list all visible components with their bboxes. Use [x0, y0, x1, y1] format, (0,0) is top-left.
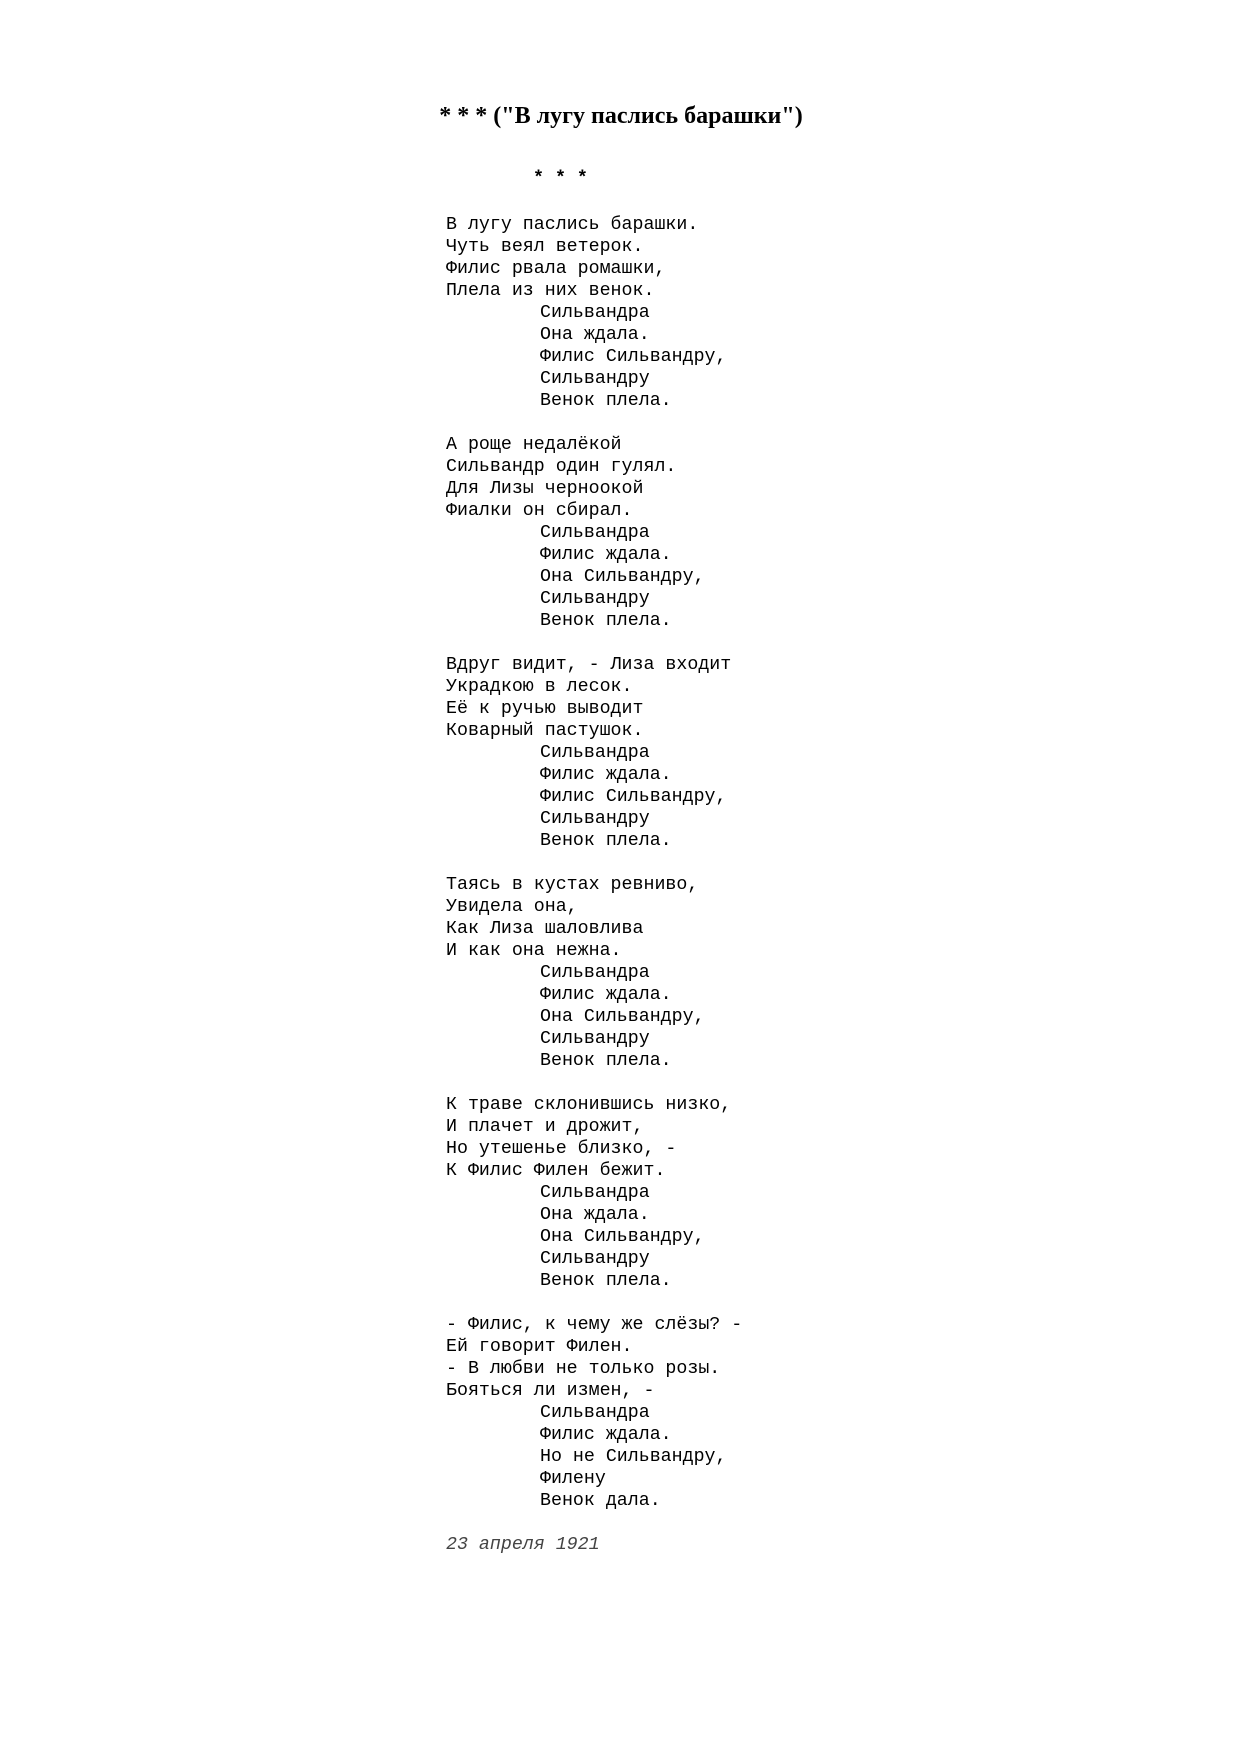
- verse-line: Ей говорит Филен.: [446, 1337, 633, 1357]
- stanza: [446, 874, 742, 1072]
- verse-line: В лугу паслись барашки.: [446, 215, 699, 235]
- verse-line: Но утешенье близко, -: [446, 1139, 677, 1159]
- refrain-line: Венок плела.: [540, 391, 672, 411]
- refrain-line: Венок плела.: [540, 1271, 672, 1291]
- refrain-line: Сильвандра: [540, 303, 650, 323]
- refrain-line: Сильвандру: [540, 369, 650, 389]
- refrain-line: Сильвандру: [540, 1249, 650, 1269]
- refrain-line: Она Сильвандру,: [540, 1007, 705, 1027]
- verse-line: Чуть веял ветерок.: [446, 237, 644, 257]
- refrain-line: Сильвандра: [540, 963, 650, 983]
- verse-line: И как она нежна.: [446, 941, 622, 961]
- poem-date: 23 апреля 1921: [446, 1535, 600, 1555]
- verse-line: - В любви не только розы.: [446, 1359, 721, 1379]
- refrain-line: Сильвандра: [540, 743, 650, 763]
- refrain-line: Сильвандру: [540, 1029, 650, 1049]
- refrain-line: Сильвандра: [540, 523, 650, 543]
- refrain-line: Филис ждала.: [540, 985, 672, 1005]
- verse-line: Коварный пастушок.: [446, 721, 644, 741]
- section-stars: * * *: [533, 169, 588, 189]
- verse-line: Для Лизы черноокой: [446, 479, 644, 499]
- refrain-line: Сильвандра: [540, 1403, 650, 1423]
- verse-line: Сильвандр один гулял.: [446, 457, 677, 477]
- refrain-line: Венок дала.: [540, 1491, 661, 1511]
- refrain-line: Но не Сильвандру,: [540, 1447, 727, 1467]
- verse-line: - Филис, к чему же слёзы? -: [446, 1315, 743, 1335]
- stanza: [446, 654, 742, 852]
- verse-line: Таясь в кустах ревниво,: [446, 875, 699, 895]
- verse-line: Как Лиза шаловлива: [446, 919, 644, 939]
- refrain-line: Венок плела.: [540, 831, 672, 851]
- refrain-line: Она Сильвандру,: [540, 567, 705, 587]
- stanza: [446, 1314, 742, 1512]
- refrain-line: Филис Сильвандру,: [540, 787, 727, 807]
- verse-line: А роще недалёкой: [446, 435, 622, 455]
- stanza: [446, 1094, 742, 1292]
- verse-line: К Филис Филен бежит.: [446, 1161, 666, 1181]
- refrain-line: Она ждала.: [540, 1205, 650, 1225]
- poem-title: * * * ("В лугу паслись барашки"): [439, 103, 803, 129]
- refrain-line: Филис ждала.: [540, 1425, 672, 1445]
- stanza: [446, 214, 742, 412]
- refrain-line: Венок плела.: [540, 611, 672, 631]
- refrain-line: Она Сильвандру,: [540, 1227, 705, 1247]
- refrain-line: Филис ждала.: [540, 545, 672, 565]
- stanza: [446, 434, 742, 632]
- refrain-line: Филену: [540, 1469, 606, 1489]
- refrain-line: Сильвандру: [540, 589, 650, 609]
- refrain-line: Сильвандру: [540, 809, 650, 829]
- refrain-line: Она ждала.: [540, 325, 650, 345]
- poem-body: [446, 214, 742, 1556]
- verse-line: Филис рвала ромашки,: [446, 259, 666, 279]
- verse-line: Вдруг видит, - Лиза входит: [446, 655, 732, 675]
- verse-line: Бояться ли измен, -: [446, 1381, 655, 1401]
- refrain-line: Венок плела.: [540, 1051, 672, 1071]
- refrain-line: Сильвандра: [540, 1183, 650, 1203]
- verse-line: Увидела она,: [446, 897, 578, 917]
- verse-line: Плела из них венок.: [446, 281, 655, 301]
- verse-line: Фиалки он сбирал.: [446, 501, 633, 521]
- verse-line: И плачет и дрожит,: [446, 1117, 644, 1137]
- verse-line: К траве склонившись низко,: [446, 1095, 732, 1115]
- verse-line: Её к ручью выводит: [446, 699, 644, 719]
- verse-line: Украдкою в лесок.: [446, 677, 633, 697]
- refrain-line: Филис ждала.: [540, 765, 672, 785]
- refrain-line: Филис Сильвандру,: [540, 347, 727, 367]
